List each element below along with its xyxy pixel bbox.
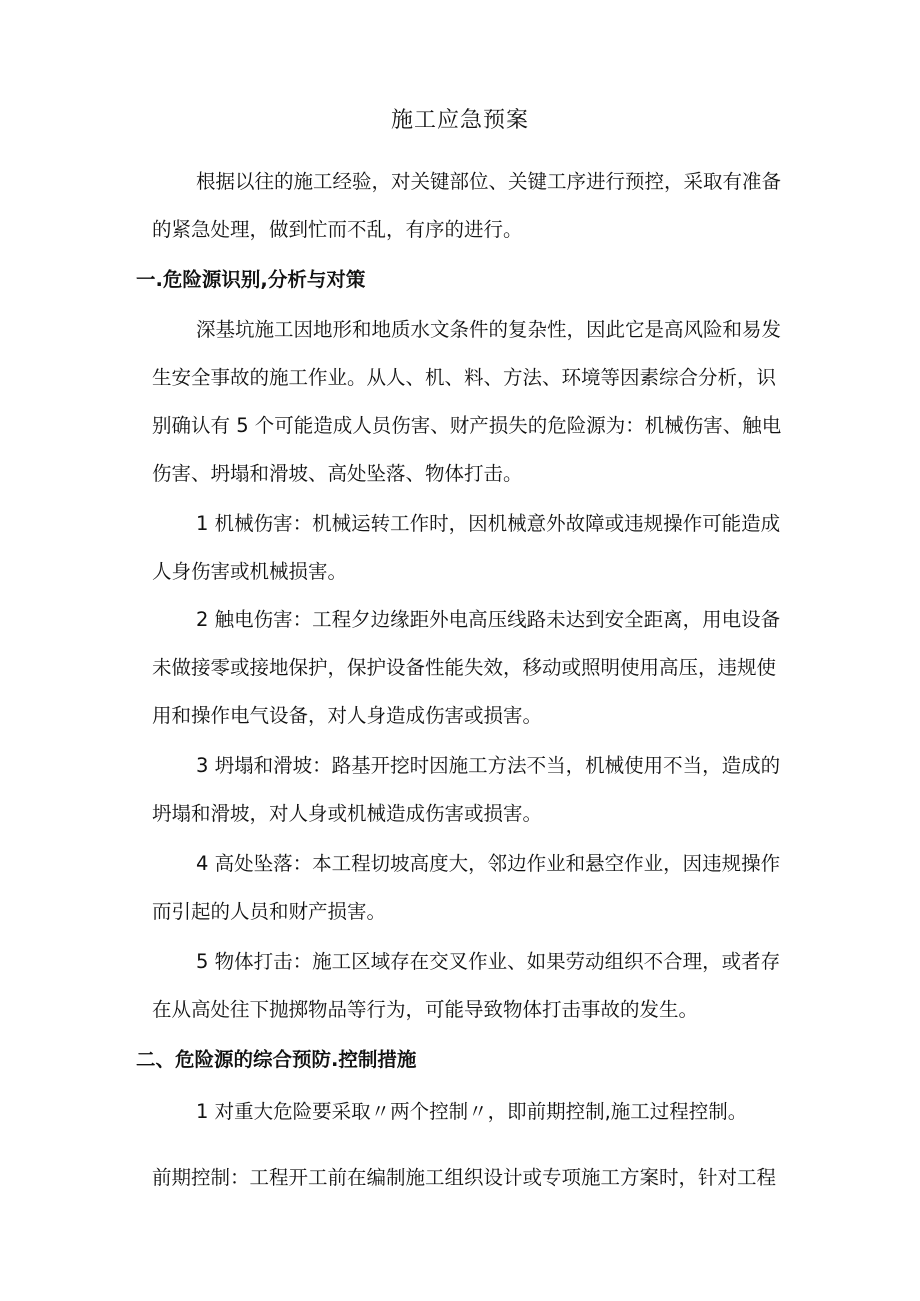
section-2-heading: 二、危险源的综合预防.控制措施	[136, 1048, 417, 1071]
hazard-item-2-line: 未做接零或接地保护，保护设备性能失效，移动或照明使用高压，违规使	[152, 656, 777, 679]
document-title: 施工应急预案	[390, 108, 529, 133]
hazard-item-1-line: 1 机械伤害：机械运转工作时，因机械意外故障或违规操作可能造成	[196, 512, 781, 535]
section-2-item-1: 1 对重大危险要采取〃两个控制〃，即前期控制,施工过程控制。	[196, 1100, 748, 1123]
hazard-item-3-line: 3 坍塌和滑坡：路基开挖时因施工方法不当，机械使用不当，造成的	[196, 754, 781, 777]
hazard-item-5-line: 在从高处往下抛掷物品等行为，可能导致物体打击事故的发生。	[152, 998, 699, 1021]
section-1-paragraph-line: 深基坑施工因地形和地质水文条件的复杂性，因此它是高风险和易发	[196, 318, 782, 341]
hazard-item-2-line: 2 触电伤害：工程夕边缘距外电高压线路未达到安全距离，用电设备	[196, 608, 781, 631]
section-1-paragraph-line: 生安全事故的施工作业。从人、机、料、方法、环境等因素综合分析，识	[152, 366, 777, 389]
hazard-item-5-line: 5 物体打击：施工区域存在交叉作业、如果劳动组织不合理，或者存	[196, 950, 781, 973]
hazard-item-4-line: 而引起的人员和财产损害。	[152, 900, 387, 923]
section-2-item-2: 前期控制：工程开工前在编制施工组织设计或专项施工方案时，针对工程	[152, 1166, 777, 1189]
hazard-item-3-line: 坍塌和滑坡，对人身或机械造成伤害或损害。	[152, 802, 543, 825]
section-1-heading: 一.危险源识别,分析与对策	[136, 268, 366, 291]
section-1-paragraph-line: 伤害、坍塌和滑坡、高处坠落、物体打击。	[152, 462, 523, 485]
intro-line: 的紧急处理，做到忙而不乱，有序的进行。	[152, 218, 523, 241]
intro-line: 根据以往的施工经验，对关键部位、关键工序进行预控，采取有准备	[196, 170, 782, 193]
hazard-item-4-line: 4 高处坠落：本工程切坡高度大，邻边作业和悬空作业，因违规操作	[196, 852, 781, 875]
hazard-item-2-line: 用和操作电气设备，对人身造成伤害或损害。	[152, 704, 543, 727]
hazard-item-1-line: 人身伤害或机械损害。	[152, 560, 348, 583]
section-1-paragraph-line: 别确认有 5 个可能造成人员伤害、财产损失的危险源为：机械伤害、触电	[152, 414, 782, 437]
